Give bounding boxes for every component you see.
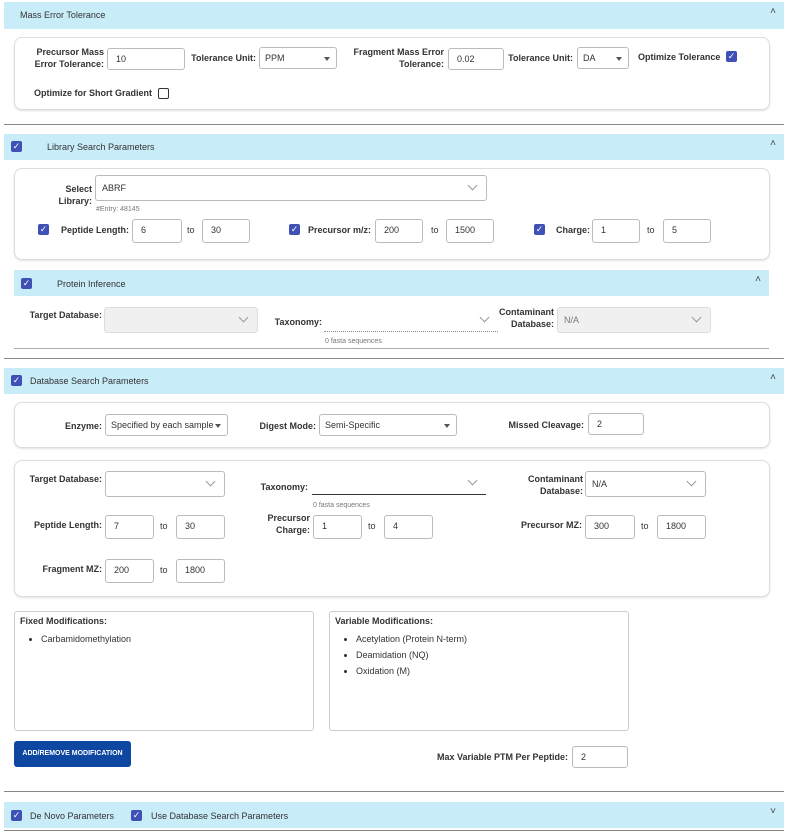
short-gradient-checkbox[interactable] [158,88,169,99]
fragment-tolerance-label: Fragment Mass Error Tolerance: [353,47,444,69]
charge-min[interactable]: 1 [592,219,640,243]
chevron-up-icon[interactable]: ˄ [770,138,776,149]
to-label: to [368,521,376,531]
precursor-mz-min[interactable]: 200 [375,219,423,243]
precursor-mz-checkbox[interactable]: ✓ [290,224,299,234]
protein-inference-checkbox[interactable]: ✓ [22,278,31,288]
pi-contaminant-label: Contaminant Database: [499,307,554,329]
tolerance-unit-label: Tolerance Unit: [191,53,256,63]
divider [4,124,784,125]
pi-taxonomy-select[interactable] [324,308,498,332]
chevron-down-icon [616,57,622,61]
mass-error-title: Mass Error Tolerance [20,10,106,20]
charge-max[interactable]: 5 [663,219,711,243]
list-item: • Deamidation (NQ) [356,650,467,660]
db-peptide-length-min[interactable]: 7 [105,515,154,539]
select-library-label: Select Library: [58,184,92,206]
chevron-down-icon [444,424,450,428]
to-label: to [160,521,168,531]
peptide-length-max[interactable]: 30 [202,219,250,243]
database-search-header[interactable] [4,368,784,394]
chevron-down-icon [468,181,478,191]
db-precursor-mz-min[interactable]: 300 [585,515,635,539]
precursor-mz-label: Precursor m/z: [308,225,372,235]
precursor-tolerance-label: Precursor Mass Error Tolerance: [34,47,104,69]
fragment-mz-max[interactable]: 1800 [176,559,225,583]
peptide-length-checkbox[interactable]: ✓ [39,224,48,234]
add-remove-modification-button[interactable]: ADD/REMOVE MODIFICATION [14,741,131,767]
to-label: to [160,565,168,575]
contaminant-select[interactable]: N/A [585,471,706,497]
db-peptide-length-max[interactable]: 30 [176,515,225,539]
de-novo-header[interactable] [4,802,784,828]
variable-modifications-list [356,634,467,682]
pi-target-db-label: Target Database: [29,310,102,320]
digest-mode-label: Digest Mode: [259,421,316,431]
precursor-charge-max[interactable]: 4 [384,515,433,539]
max-ptm-label: Max Variable PTM Per Peptide: [436,752,568,762]
de-novo-title: De Novo Parameters [30,811,115,821]
target-db-label: Target Database: [29,474,102,484]
use-db-params-checkbox[interactable]: ✓ [132,810,141,820]
de-novo-checkbox[interactable]: ✓ [12,810,21,820]
chevron-up-icon[interactable]: ˄ [770,6,776,17]
fasta-count: 0 fasta sequences [313,502,370,509]
protein-inference-title: Protein Inference [57,279,126,289]
enzyme-label: Enzyme: [64,421,102,431]
list-item: • Carbamidomethylation [41,634,131,644]
library-search-checkbox[interactable]: ✓ [12,141,21,151]
taxonomy-label: Taxonomy: [260,482,308,492]
list-item: • Oxidation (M) [356,666,467,676]
library-search-header[interactable] [4,134,784,160]
library-entry-count: #Entry: 48145 [96,206,140,213]
pi-contaminant-select[interactable]: N/A [557,307,711,333]
db-precursor-mz-label: Precursor MZ: [520,520,582,530]
fixed-modifications-box [14,611,314,731]
tolerance-unit-select[interactable]: PPM [259,47,337,69]
chevron-down-icon[interactable]: ˅ [770,806,776,817]
library-select[interactable]: ABRF [95,175,487,201]
charge-label: Charge: [556,225,591,235]
to-label: to [647,225,655,235]
chevron-up-icon[interactable]: ˄ [770,372,776,383]
taxonomy-select[interactable] [312,471,486,495]
mass-error-header[interactable] [4,2,784,29]
divider [4,791,784,792]
chevron-down-icon [324,57,330,61]
precursor-mz-max[interactable]: 1500 [446,219,494,243]
database-search-checkbox[interactable]: ✓ [12,375,21,385]
charge-checkbox[interactable]: ✓ [535,224,544,234]
pi-fasta-count: 0 fasta sequences [325,338,382,345]
enzyme-select[interactable]: Specified by each sample [105,414,228,436]
pi-taxonomy-label: Taxonomy: [274,317,322,327]
chevron-down-icon [468,476,478,486]
chevron-up-icon[interactable]: ˄ [755,274,761,285]
variable-modifications-box [329,611,629,731]
chevron-down-icon [206,477,216,487]
precursor-charge-min[interactable]: 1 [313,515,362,539]
chevron-down-icon [480,313,490,323]
missed-cleavage-label: Missed Cleavage: [508,420,584,430]
db-precursor-mz-max[interactable]: 1800 [657,515,706,539]
contaminant-label: Contaminant Database: [528,474,583,496]
missed-cleavage-input[interactable]: 2 [588,413,644,435]
digest-mode-select[interactable]: Semi-Specific [319,414,457,436]
use-db-params-label: Use Database Search Parameters [151,811,289,821]
to-label: to [641,521,649,531]
pi-target-db-select[interactable] [104,307,258,333]
divider [14,348,769,349]
optimize-tolerance-checkbox[interactable]: ✓ [727,51,736,61]
chevron-down-icon [239,313,249,323]
chevron-down-icon [687,477,697,487]
divider [4,358,784,359]
variable-modifications-title: Variable Modifications: [335,616,434,626]
max-ptm-input[interactable]: 2 [572,746,628,768]
target-db-select[interactable] [105,471,225,497]
protein-inference-header[interactable] [14,270,769,296]
library-search-title: Library Search Parameters [47,142,155,152]
peptide-length-label: Peptide Length: [61,225,129,235]
to-label: to [187,225,195,235]
fragment-tolerance-input[interactable]: 0.02 [448,48,504,70]
divider [4,830,784,831]
peptide-length-min[interactable]: 6 [132,219,182,243]
short-gradient-label: Optimize for Short Gradient [34,88,153,98]
database-search-title: Database Search Parameters [30,376,149,386]
fixed-modifications-title: Fixed Modifications: [20,616,108,626]
to-label: to [431,225,439,235]
chevron-down-icon [692,313,702,323]
db-peptide-length-label: Peptide Length: [34,520,102,530]
list-item: • Acetylation (Protein N-term) [356,634,467,644]
precursor-charge-label: Precursor Charge: [267,513,310,535]
chevron-down-icon [215,424,221,428]
tolerance-unit2-select[interactable]: DA [577,47,629,69]
fragment-mz-label: Fragment MZ: [42,564,102,574]
precursor-tolerance-input[interactable]: 10 [107,48,185,70]
fragment-mz-min[interactable]: 200 [105,559,154,583]
fixed-modifications-list [41,634,131,650]
tolerance-unit2-label: Tolerance Unit: [508,53,573,63]
optimize-tolerance-label: Optimize Tolerance [638,52,721,62]
